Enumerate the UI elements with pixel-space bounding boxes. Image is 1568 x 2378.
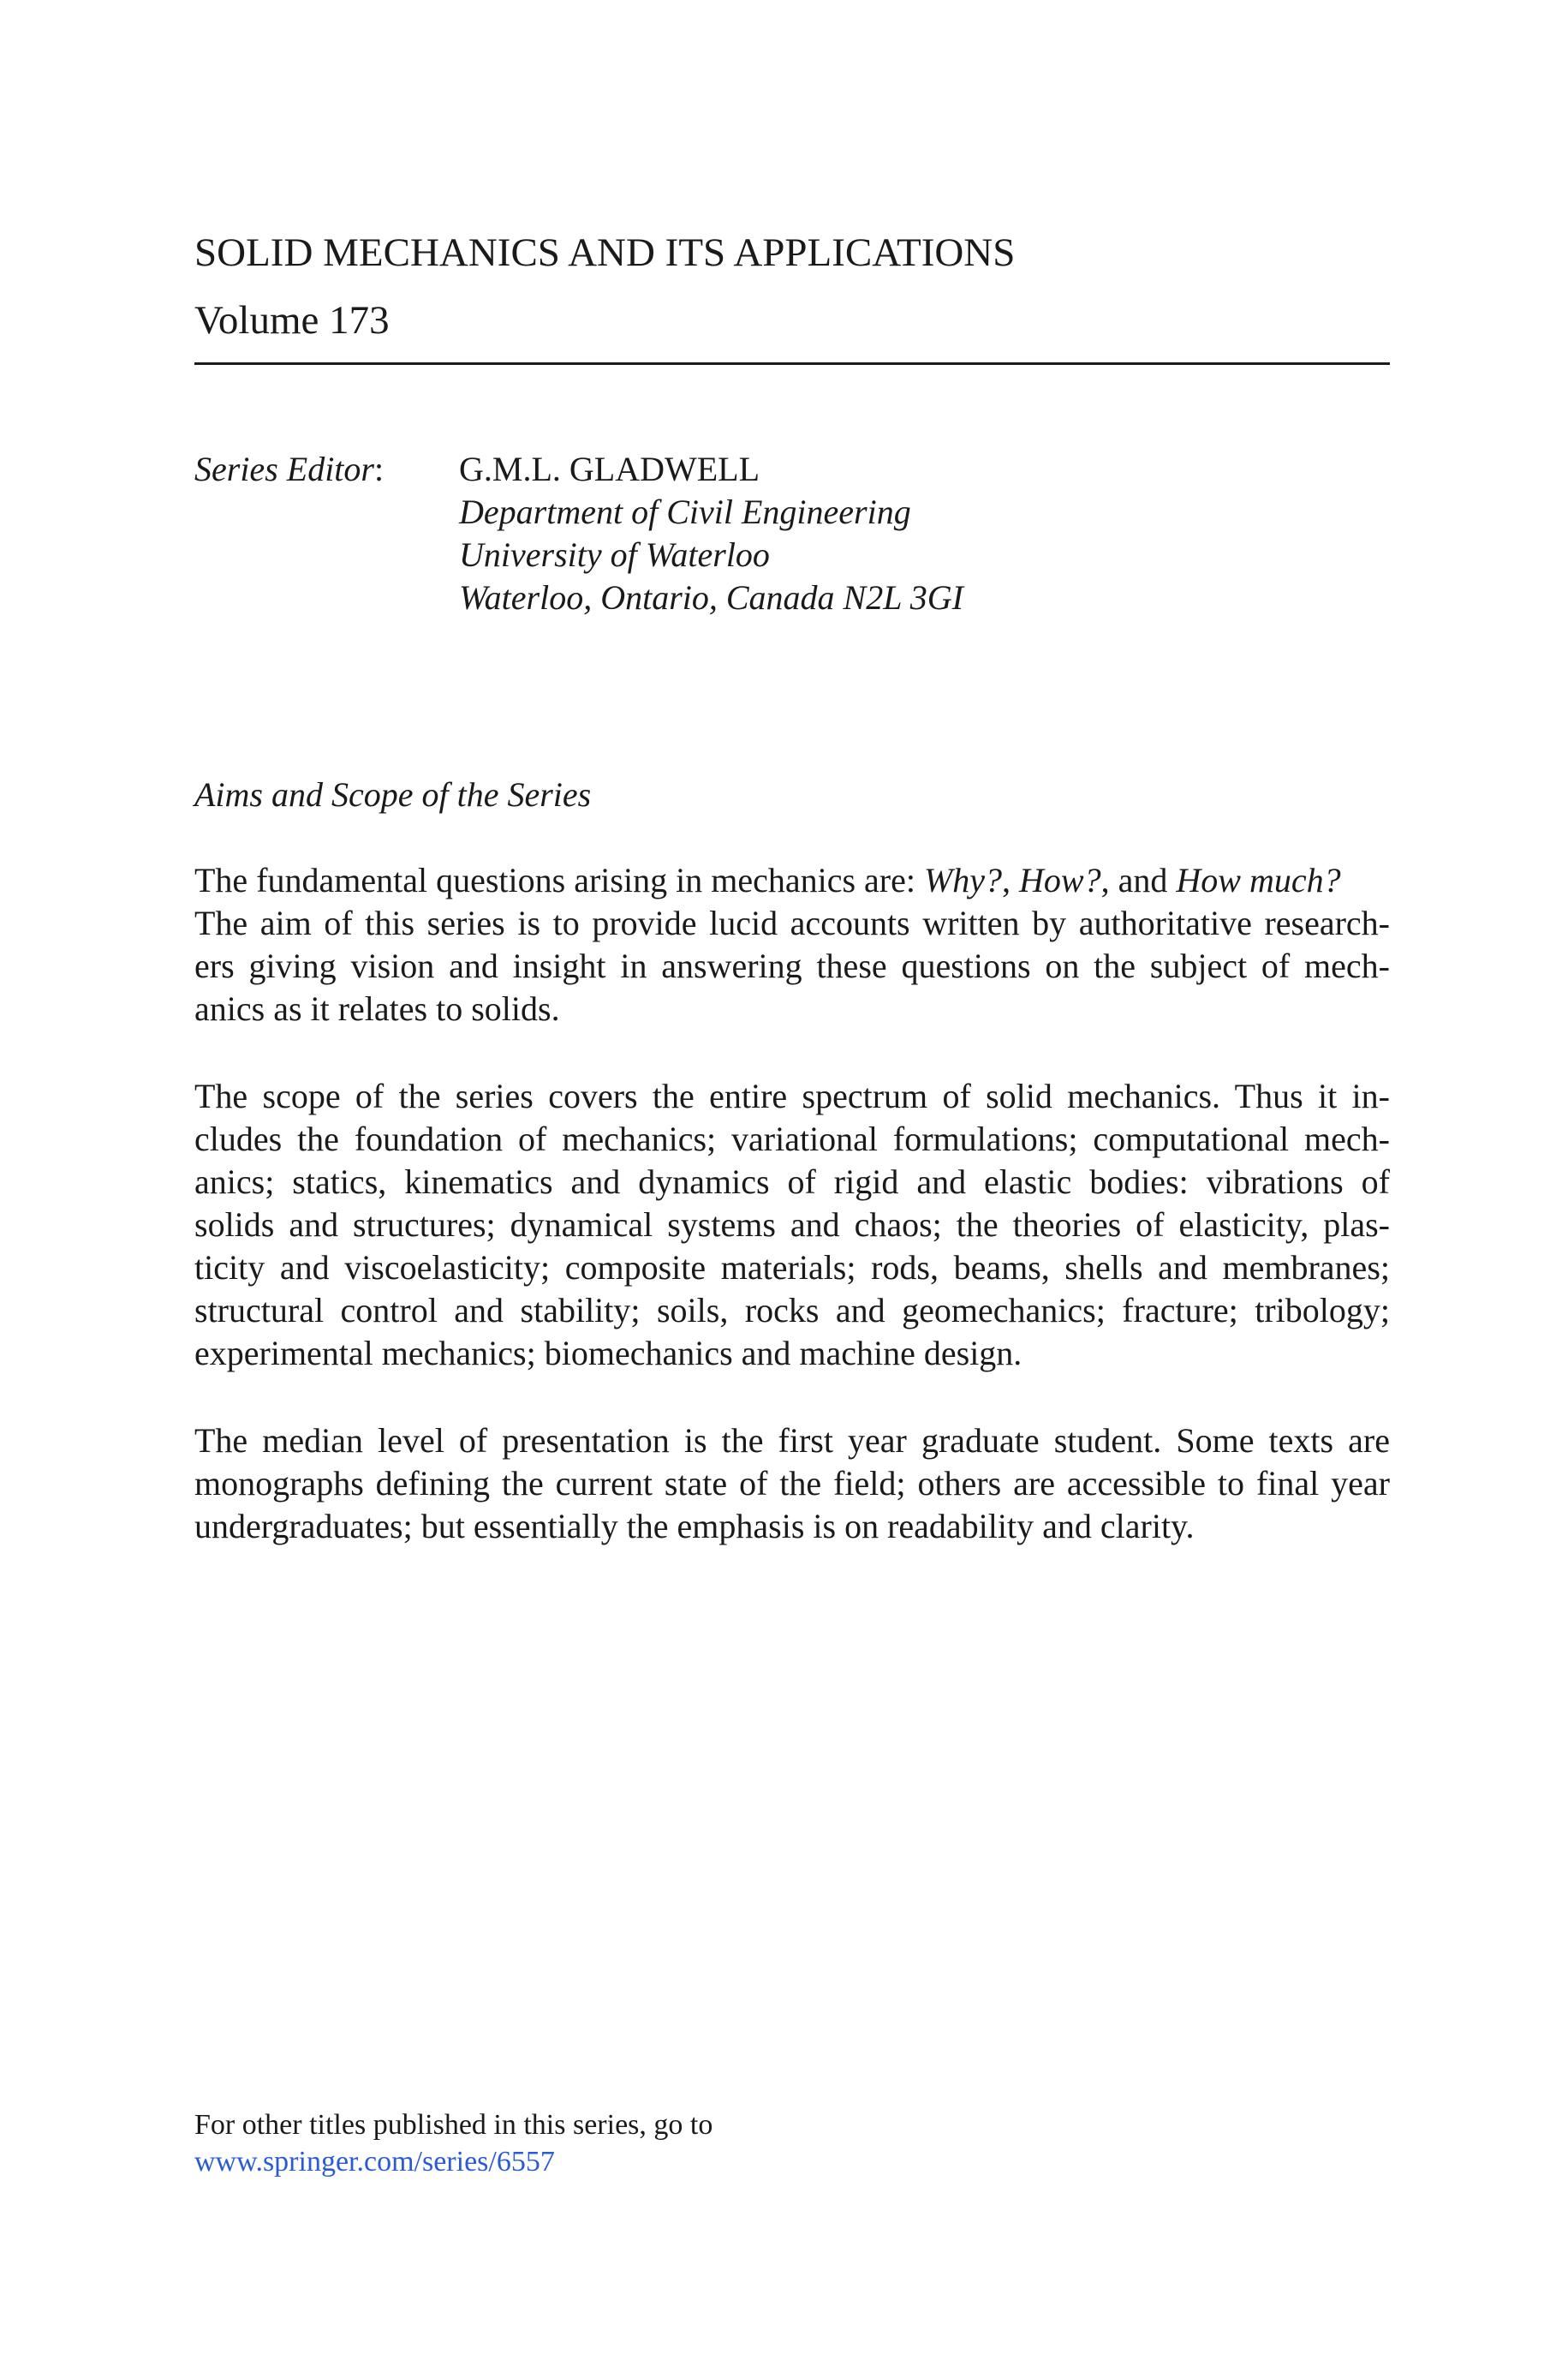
series-editor-block	[459, 448, 963, 619]
paragraph-line: The scope of the series covers the entire spectrum of solid mechanics. Thus it in-	[194, 1077, 1390, 1115]
paragraph-line	[194, 859, 1390, 902]
series-editor-label-colon: :	[373, 450, 385, 488]
series-editor-label	[194, 448, 384, 491]
footer-text: For other titles published in this series, go to	[194, 2109, 713, 2141]
separator: ,	[1002, 861, 1020, 899]
aims-heading: Aims and Scope of the Series	[194, 775, 592, 814]
editor-name: G.M.L. GLADWELL	[459, 450, 760, 488]
paragraph-line: The aim of this series is to provide lucid accounts written by authoritative research-	[194, 904, 1390, 942]
paragraph-line: ticity and viscoelasticity; composite materials; rods, beams, shells and membranes;	[194, 1248, 1390, 1287]
series-title: SOLID MECHANICS AND ITS APPLICATIONS	[194, 230, 1016, 275]
paragraph-line: experimental mechanics; biomechanics and machine design.	[194, 1334, 1022, 1372]
paragraph-line: anics as it relates to solids.	[194, 989, 560, 1028]
paragraph-line: structural control and stability; soils, rocks and geomechanics; fracture; tribology;	[194, 1291, 1390, 1329]
question-how: How?	[1019, 861, 1101, 899]
paragraph-line: cludes the foundation of mechanics; variational formulations; computational mech-	[194, 1120, 1390, 1158]
paragraph-line: undergraduates; but essentially the emphasis is on readability and clarity.	[194, 1507, 1195, 1545]
series-link[interactable]: www.springer.com/series/6557	[194, 2146, 555, 2178]
aims-paragraph-2	[194, 1075, 1390, 1375]
paragraph-line: monographs defining the current state of the field; others are accessible to final year	[194, 1464, 1390, 1503]
series-editor-label-text: Series Editor	[194, 450, 374, 488]
aims-paragraph-1	[194, 859, 1390, 1031]
editor-university: University of Waterloo	[459, 535, 770, 574]
paragraph-line: solids and structures; dynamical systems and chaos; the theories of elasticity, plas-	[194, 1205, 1390, 1244]
editor-address: Waterloo, Ontario, Canada N2L 3GI	[459, 578, 963, 617]
paragraph-line: The median level of presentation is the first year graduate student. Some texts are	[194, 1421, 1390, 1460]
footer-note	[194, 2106, 712, 2180]
editor-department: Department of Civil Engineering	[459, 493, 911, 531]
separator: , and	[1100, 861, 1177, 899]
line-text: The fundamental questions arising in mechanics are:	[194, 861, 924, 899]
paragraph-line: anics; statics, kinematics and dynamics of rigid and elastic bodies: vibrations of	[194, 1162, 1390, 1201]
question-why: Why?	[923, 861, 1003, 899]
question-how-much: How much?	[1176, 861, 1341, 899]
aims-paragraph-3	[194, 1419, 1390, 1548]
paragraph-line: ers giving vision and insight in answering these questions on the subject of mech-	[194, 947, 1390, 985]
series-volume: Volume 173	[194, 298, 390, 343]
horizontal-rule	[194, 362, 1390, 365]
